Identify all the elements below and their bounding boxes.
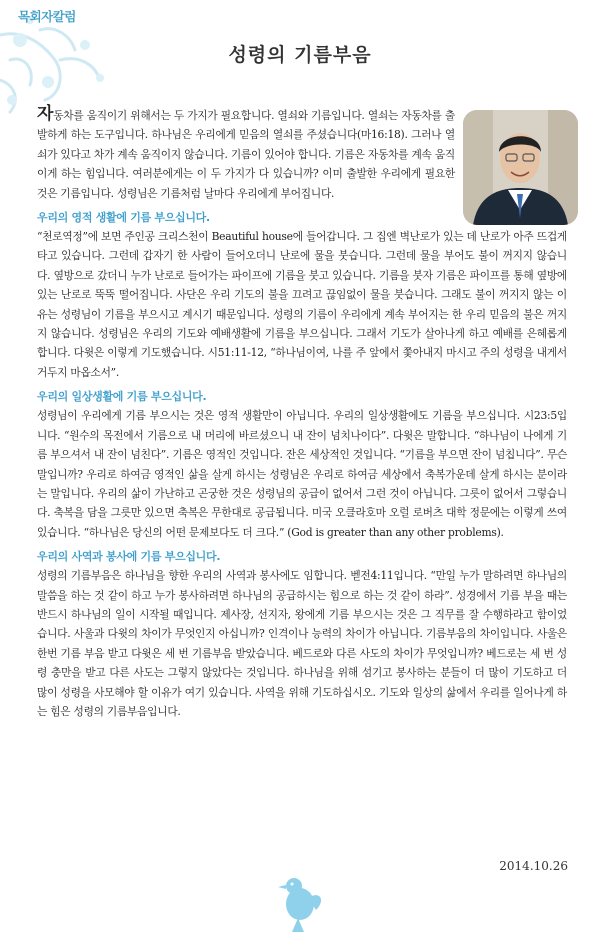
section-heading-spiritual: 우리의 영적 생활에 기름 부으십니다. <box>37 211 210 225</box>
section-text-ministry: 성령의 기름부음은 하나님을 향한 우리의 사역과 봉사에도 임합니다. 벧전4:11입니다. “만일 누가 말하려면 하나님의 말씀을 하는 것 같이 하고 누가 봉사하려면 하나님의 공급하시는 힘으로 하는 것 같이 하라”. 성경에서 기름 부을 때는 반드시 하나님의 일이 시작될 때입니다. 제사장, 선지자, 왕에게 기름 부으시는 것은 그 직무를 잘 수행하라고 함이었습니다. 사울과 다윗의 차이가 무엇인지 아십니까? 인격이나 능력의 차이가 아닙니다. 기름부음의 차이입니다. 사울은 한번 기름 부음 받고 다윗은 세 번 기름부음 받았습니다. 베드로와 다른 사도의 차이가 무엇입니까? 베드로는 세 번 성령 충만을 받고 다른 사도는 그렇지 않았다는 것입니다. 하나님을 위해 섬기고 봉사하는 분들이 더 많이 기도하고 더 많이 성령을 사모해야 할 이유가 여기 있습니다. 사역을 위해 기도하십시오. 기도와 일상의 삶에서 우리를 일어나게 하는 힘은 성령의 기름부음입니다. <box>37 569 567 718</box>
section-text-daily: 성령님이 우리에게 기름 부으시는 것은 영적 생활만이 아닙니다. 우리의 일상생활에도 기름을 부으십니다. 시23:5입니다. “원수의 목전에서 기름으로 내 머리에 바르셨으니 내 잔이 넘치나이다”. 다윗은 말합니다. “하나님이 나에게 기름 부으셔서 내 잔이 넘친다”. 기름은 영적인 것입니다. 잔은 세상적인 것입니다. “기름을 부으면 잔이 넘칩니다”. 무슨 말입니까? 우리로 하여금 영적인 삶을 살게 하시는 성령님은 우리로 하여금 세상에서 축복가운데 살게 하시는 분이라는 말입니다. 우리의 삶이 가난하고 곤궁한 것은 성령님의 공급이 없어서 그런 것이 아닙니다. 그릇이 없어서 그렇습니다. 축복을 담을 그릇만 있으면 축복은 무한대로 공급됩니다. 미국 오클라호마 오럴 로버츠 대학 정문에는 이렇게 쓰여 있습니다. “하나님은 당신의 어떤 문제보다도 더 크다.” (God is greater than any other problems). <box>37 409 568 539</box>
intro-paragraph <box>37 105 455 203</box>
date-stamp: 2014.10.26 <box>499 859 568 873</box>
section-heading-ministry: 우리의 사역과 봉사에 기름 부으십니다. <box>37 550 221 564</box>
section-heading-daily: 우리의 일상생활에 기름 부으십니다. <box>37 390 207 404</box>
intro-text: 동차를 움직이기 위해서는 두 가지가 필요합니다. 열쇠와 기름입니다. 열쇠는 자동차를 출발하게 하는 도구입니다. 하나님은 우리에게 믿음의 열쇠를 주셨습니다(마16:18). 그러나 열쇠가 있다고 차가 계속 움직이지 않습니다. 기름이 있어야 합니다. 기름은 자동차를 계속 움직이게 하는 힘입니다. 여러분에게는 이 두 가지가 다 있습니까? 이미 출발한 우리에게 필요한 것은 기름입니다. 성령님은 기름처럼 날마다 우리에게 부어집니다. <box>37 109 455 200</box>
section-text-spiritual: “천로역정”에 보면 주인공 크리스천이 Beautiful house에 들어갑니다. 그 집엔 벽난로가 있는 데 난로가 아주 뜨겁게 타고 있습니다. 그런데 갑자기 한 사람이 들어오더니 난로에 물을 붓습니다. 그런데 물을 부어도 불이 꺼지지 않습니다. 옆방으로 갔더니 누가 난로로 들어가는 파이프에 기름을 붓고 있습니다. 기름을 붓자 기름은 파이프를 통해 옆방에 있는 난로로 뚝뚝 떨어집니다. 사단은 우리 기도의 불을 끄려고 끊임없이 물을 붓습니다. 그래도 불이 꺼지지 않는 이유는 성령님이 기름을 부으시고 계시기 때문입니다. 성령의 기름이 우리에게 계속 부어지는 한 우리 믿음의 불은 꺼지지 않습니다. 성령님은 우리의 기도와 예배생활에 기름을 부으십니다. 그래서 기도가 살아나게 하고 예배를 은혜롭게 합니다. 다윗은 이렇게 기도했습니다. 시51:11-12, “하나님이여, 나를 주 앞에서 쫓아내지 마시고 주의 성령을 내게서 거두지 마옵소서”. <box>37 230 567 379</box>
dropcap: 자 <box>37 104 54 124</box>
column-label: 목회자칼럼 <box>18 9 76 24</box>
bird-icon <box>270 870 330 932</box>
page-title: 성령의 기름부음 <box>228 44 372 66</box>
